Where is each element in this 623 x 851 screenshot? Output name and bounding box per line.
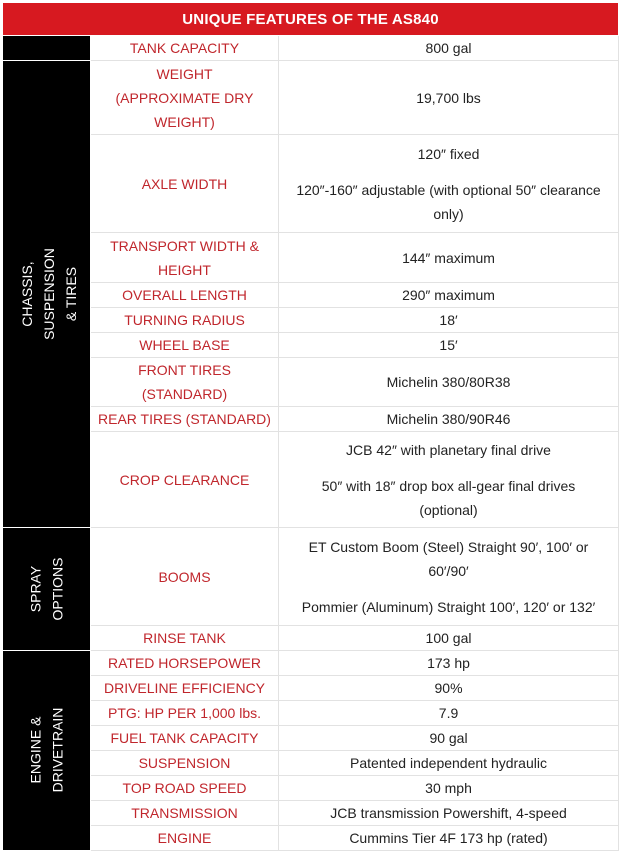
row-value: JCB 42″ with planetary final drive 50″ with 18″ drop box all-gear final drives (optional) bbox=[279, 432, 619, 528]
row-label: WHEEL BASE bbox=[91, 333, 279, 358]
row-label: CROP CLEARANCE bbox=[91, 432, 279, 528]
row-label: REAR TIRES (STANDARD) bbox=[91, 407, 279, 432]
section-spray bbox=[3, 528, 91, 651]
section-spray-line: SPRAY bbox=[27, 565, 44, 612]
row-label: DRIVELINE EFFICIENCY bbox=[91, 676, 279, 701]
row-label: SUSPENSION bbox=[91, 751, 279, 776]
row-label: PTG: HP PER 1,000 lbs. bbox=[91, 701, 279, 726]
section-engine-line: ENGINE & bbox=[27, 716, 44, 784]
row-label: TRANSPORT WIDTH & HEIGHT bbox=[91, 233, 279, 283]
row-label: FUEL TANK CAPACITY bbox=[91, 726, 279, 751]
features-table bbox=[2, 2, 619, 851]
row-label: OVERALL LENGTH bbox=[91, 283, 279, 308]
row-value: Michelin 380/90R46 bbox=[279, 407, 619, 432]
row-value: 290″ maximum bbox=[279, 283, 619, 308]
section-chassis bbox=[3, 61, 91, 528]
row-label: BOOMS bbox=[91, 528, 279, 626]
section-chassis-line: CHASSIS, bbox=[18, 260, 35, 327]
row-value: 15′ bbox=[279, 333, 619, 358]
row-label: TANK CAPACITY bbox=[91, 36, 279, 61]
section-engine-line: DRIVETRAIN bbox=[49, 707, 66, 793]
row-value: 30 mph bbox=[279, 776, 619, 801]
row-value: 7.9 bbox=[279, 701, 619, 726]
row-value: 144″ maximum bbox=[279, 233, 619, 283]
row-value: JCB transmission Powershift, 4-speed bbox=[279, 801, 619, 826]
row-value: Cummins Tier 4F 173 hp (rated) bbox=[279, 826, 619, 851]
section-spray-line: OPTIONS bbox=[49, 556, 66, 621]
row-label: RINSE TANK bbox=[91, 626, 279, 651]
row-label: WEIGHT (APPROXIMATE DRY WEIGHT) bbox=[91, 61, 279, 135]
section-engine bbox=[3, 651, 91, 851]
empty-category-cell bbox=[3, 36, 91, 61]
row-value: 120″ fixed 120″-160″ adjustable (with optional 50″ clearance only) bbox=[279, 135, 619, 233]
row-label: TURNING RADIUS bbox=[91, 308, 279, 333]
row-value: 90% bbox=[279, 676, 619, 701]
section-chassis-line: & TIRES bbox=[62, 266, 79, 321]
row-label: TRANSMISSION bbox=[91, 801, 279, 826]
row-value: 800 gal bbox=[279, 36, 619, 61]
row-value: 18′ bbox=[279, 308, 619, 333]
section-chassis-line: SUSPENSION bbox=[40, 247, 57, 340]
row-value: Patented independent hydraulic bbox=[279, 751, 619, 776]
row-value: 19,700 lbs bbox=[279, 61, 619, 135]
row-value: 90 gal bbox=[279, 726, 619, 751]
row-label: ENGINE bbox=[91, 826, 279, 851]
row-value: Michelin 380/80R38 bbox=[279, 358, 619, 407]
row-label: RATED HORSEPOWER bbox=[91, 651, 279, 676]
row-value: ET Custom Boom (Steel) Straight 90′, 100′ or 60′/90′ Pommier (Aluminum) Straight 100′, 120′ or 132′ bbox=[279, 528, 619, 626]
table-title: UNIQUE FEATURES OF THE AS840 bbox=[3, 3, 619, 36]
row-label: AXLE WIDTH bbox=[91, 135, 279, 233]
row-label: TOP ROAD SPEED bbox=[91, 776, 279, 801]
row-value: 100 gal bbox=[279, 626, 619, 651]
row-value: 173 hp bbox=[279, 651, 619, 676]
row-label: FRONT TIRES (STANDARD) bbox=[91, 358, 279, 407]
